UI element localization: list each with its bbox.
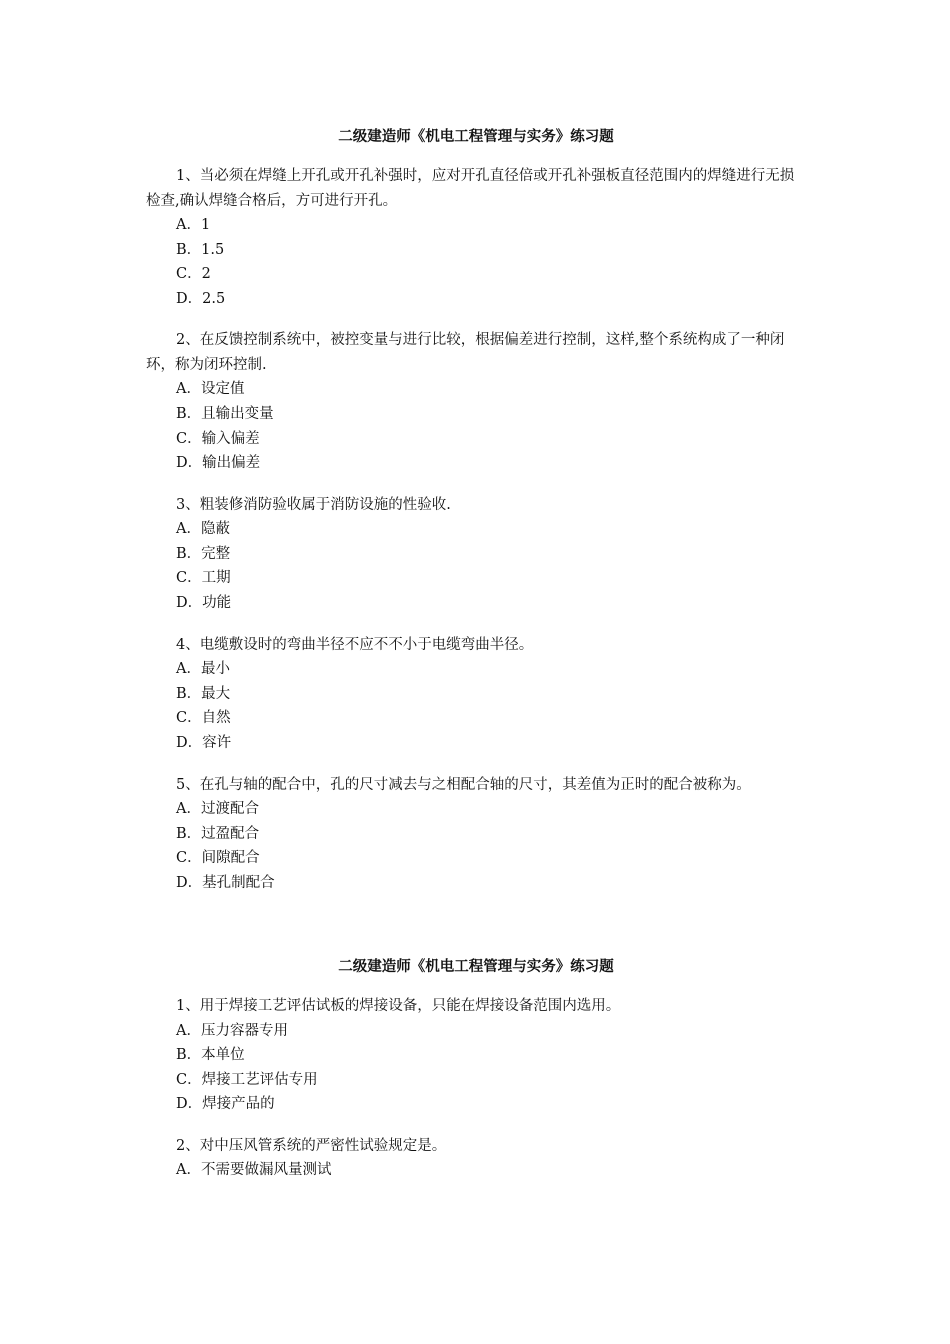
- question-stem: 1、当必须在焊缝上开孔或开孔补强时，应对开孔直径倍或开孔补强板直径范围内的焊缝进行无损检查,确认焊缝合格后，方可进行开孔。: [146, 168, 795, 209]
- question-stem: 3、粗装修消防验收属于消防设施的性验收.: [176, 496, 451, 513]
- option-c: C．自然: [176, 710, 231, 727]
- question-4: [146, 633, 806, 756]
- option-c: C．工期: [176, 570, 231, 587]
- option-d: D．容许: [176, 734, 232, 751]
- question-2: [146, 328, 806, 475]
- option-a: A．压力容器专用: [176, 1022, 288, 1039]
- option-c: C．焊接工艺评估专用: [176, 1071, 318, 1088]
- section-title: 二级建造师《机电工程管理与实务》练习题: [338, 128, 614, 145]
- option-b: B．且输出变量: [176, 405, 274, 422]
- option-d: D．输出偏差: [176, 455, 261, 472]
- option-b: B．完整: [176, 545, 231, 562]
- exercise-section-1: [146, 126, 806, 912]
- question-2: [146, 1134, 806, 1183]
- option-b: B．1.5: [176, 241, 225, 258]
- exercise-section-2: [146, 956, 806, 1200]
- question-3: [146, 493, 806, 616]
- option-c: C．间隙配合: [176, 850, 260, 867]
- option-a: A．过渡配合: [176, 801, 259, 817]
- question-5: [146, 773, 806, 896]
- option-b: B．本单位: [176, 1047, 245, 1064]
- option-a: A．设定值: [176, 381, 245, 398]
- option-c: C．输入偏差: [176, 430, 260, 447]
- option-a: A．最小: [176, 661, 230, 678]
- question-1: [146, 994, 806, 1117]
- option-d: D．基孔制配合: [176, 874, 275, 891]
- option-d: D．功能: [176, 595, 232, 612]
- option-d: D．焊接产品的: [176, 1096, 275, 1113]
- question-1: [146, 164, 806, 311]
- option-d: D．2.5: [176, 290, 226, 307]
- option-a: A．1: [176, 217, 211, 233]
- option-b: B．最大: [176, 685, 231, 702]
- option-a: A．不需要做漏风量测试: [176, 1162, 332, 1179]
- option-b: B．过盈配合: [176, 825, 260, 842]
- question-stem: 4、电缆敷设时的弯曲半径不应不不小于电缆弯曲半径。: [176, 636, 534, 653]
- option-c: C．2: [176, 266, 211, 283]
- question-stem: 2、在反馈控制系统中，被控变量与进行比较，根据偏差进行控制，这样,整个系统构成了一种闭环，称为闭环控制.: [146, 332, 785, 373]
- question-stem: 1、用于焊接工艺评估试板的焊接设备，只能在焊接设备范围内选用。: [176, 998, 621, 1014]
- question-stem: 5、在孔与轴的配合中，孔的尺寸减去与之相配合轴的尺寸，其差值为正时的配合被称为。: [176, 776, 751, 793]
- section-title: 二级建造师《机电工程管理与实务》练习题: [338, 958, 614, 975]
- question-stem: 2、对中压风管系统的严密性试验规定是。: [176, 1137, 447, 1154]
- option-a: A．隐蔽: [176, 521, 230, 538]
